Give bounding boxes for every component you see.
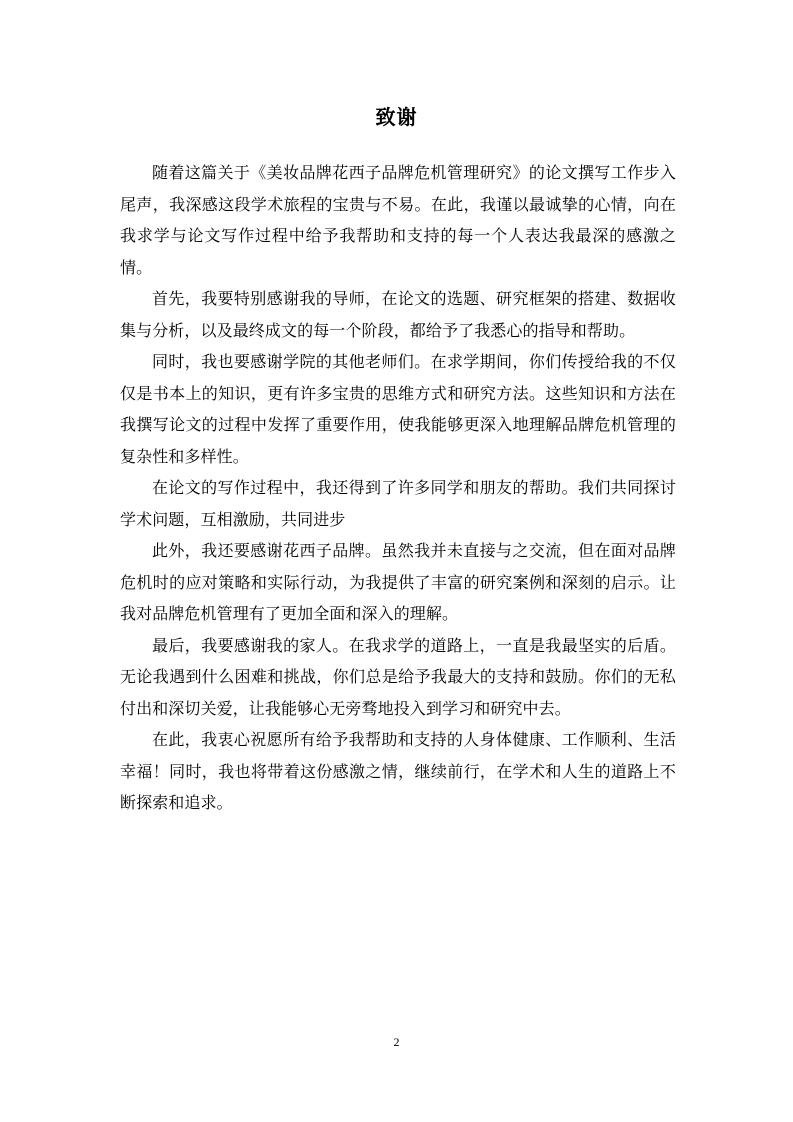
paragraph-5: 此外，我还要感谢花西子品牌。虽然我并未直接与之交流，但在面对品牌危机时的应对策略和实际行动，为我提供了丰富的研究案例和深刻的启示。让我对品牌危机管理有了更加全面和深入的理解。 [120,541,676,623]
paragraph-6: 最后，我要感谢我的家人。在我求学的道路上，一直是我最坚实的后盾。无论我遇到什么困难和挑战，你们总是给予我最大的支持和鼓励。你们的无私付出和深切关爱，让我能够心无旁骛地投入到学习和研究中去。 [120,635,676,718]
page-title: 致谢 [375,105,418,129]
paragraph-3: 同时，我也要感谢学院的其他老师们。在求学期间，你们传授给我的不仅仅是书本上的知识，更有许多宝贵的思维方式和研究方法。这些知识和方法在我撰写论文的过程中发挥了重要作用，使我能够更深入地理解品牌危机管理的复杂性和多样性。 [120,352,676,466]
paragraph-4: 在论文的写作过程中，我还得到了许多同学和朋友的帮助。我们共同探讨学术问题，互相激励，共同进步 [120,478,676,529]
paragraph-2: 首先，我要特别感谢我的导师，在论文的选题、研究框架的搭建、数据收集与分析，以及最终成文的每一个阶段，都给予了我悉心的指导和帮助。 [120,289,676,340]
paragraph-1: 随着这篇关于《美妆品牌花西子品牌危机管理研究》的论文撰写工作步入尾声，我深感这段学术旅程的宝贵与不易。在此，我谨以最诚挚的心情，向在我求学与论文写作过程中给予我帮助和支持的每一个人表达我最深的感激之情。 [120,163,676,277]
page-number: 2 [393,1035,400,1049]
acknowledgement-body [120,157,676,819]
paragraph-7: 在此，我衷心祝愿所有给予我帮助和支持的人身体健康、工作顺利、生活幸福！同时，我也将带着这份感激之情，继续前行，在学术和人生的道路上不断探索和追求。 [120,730,676,812]
